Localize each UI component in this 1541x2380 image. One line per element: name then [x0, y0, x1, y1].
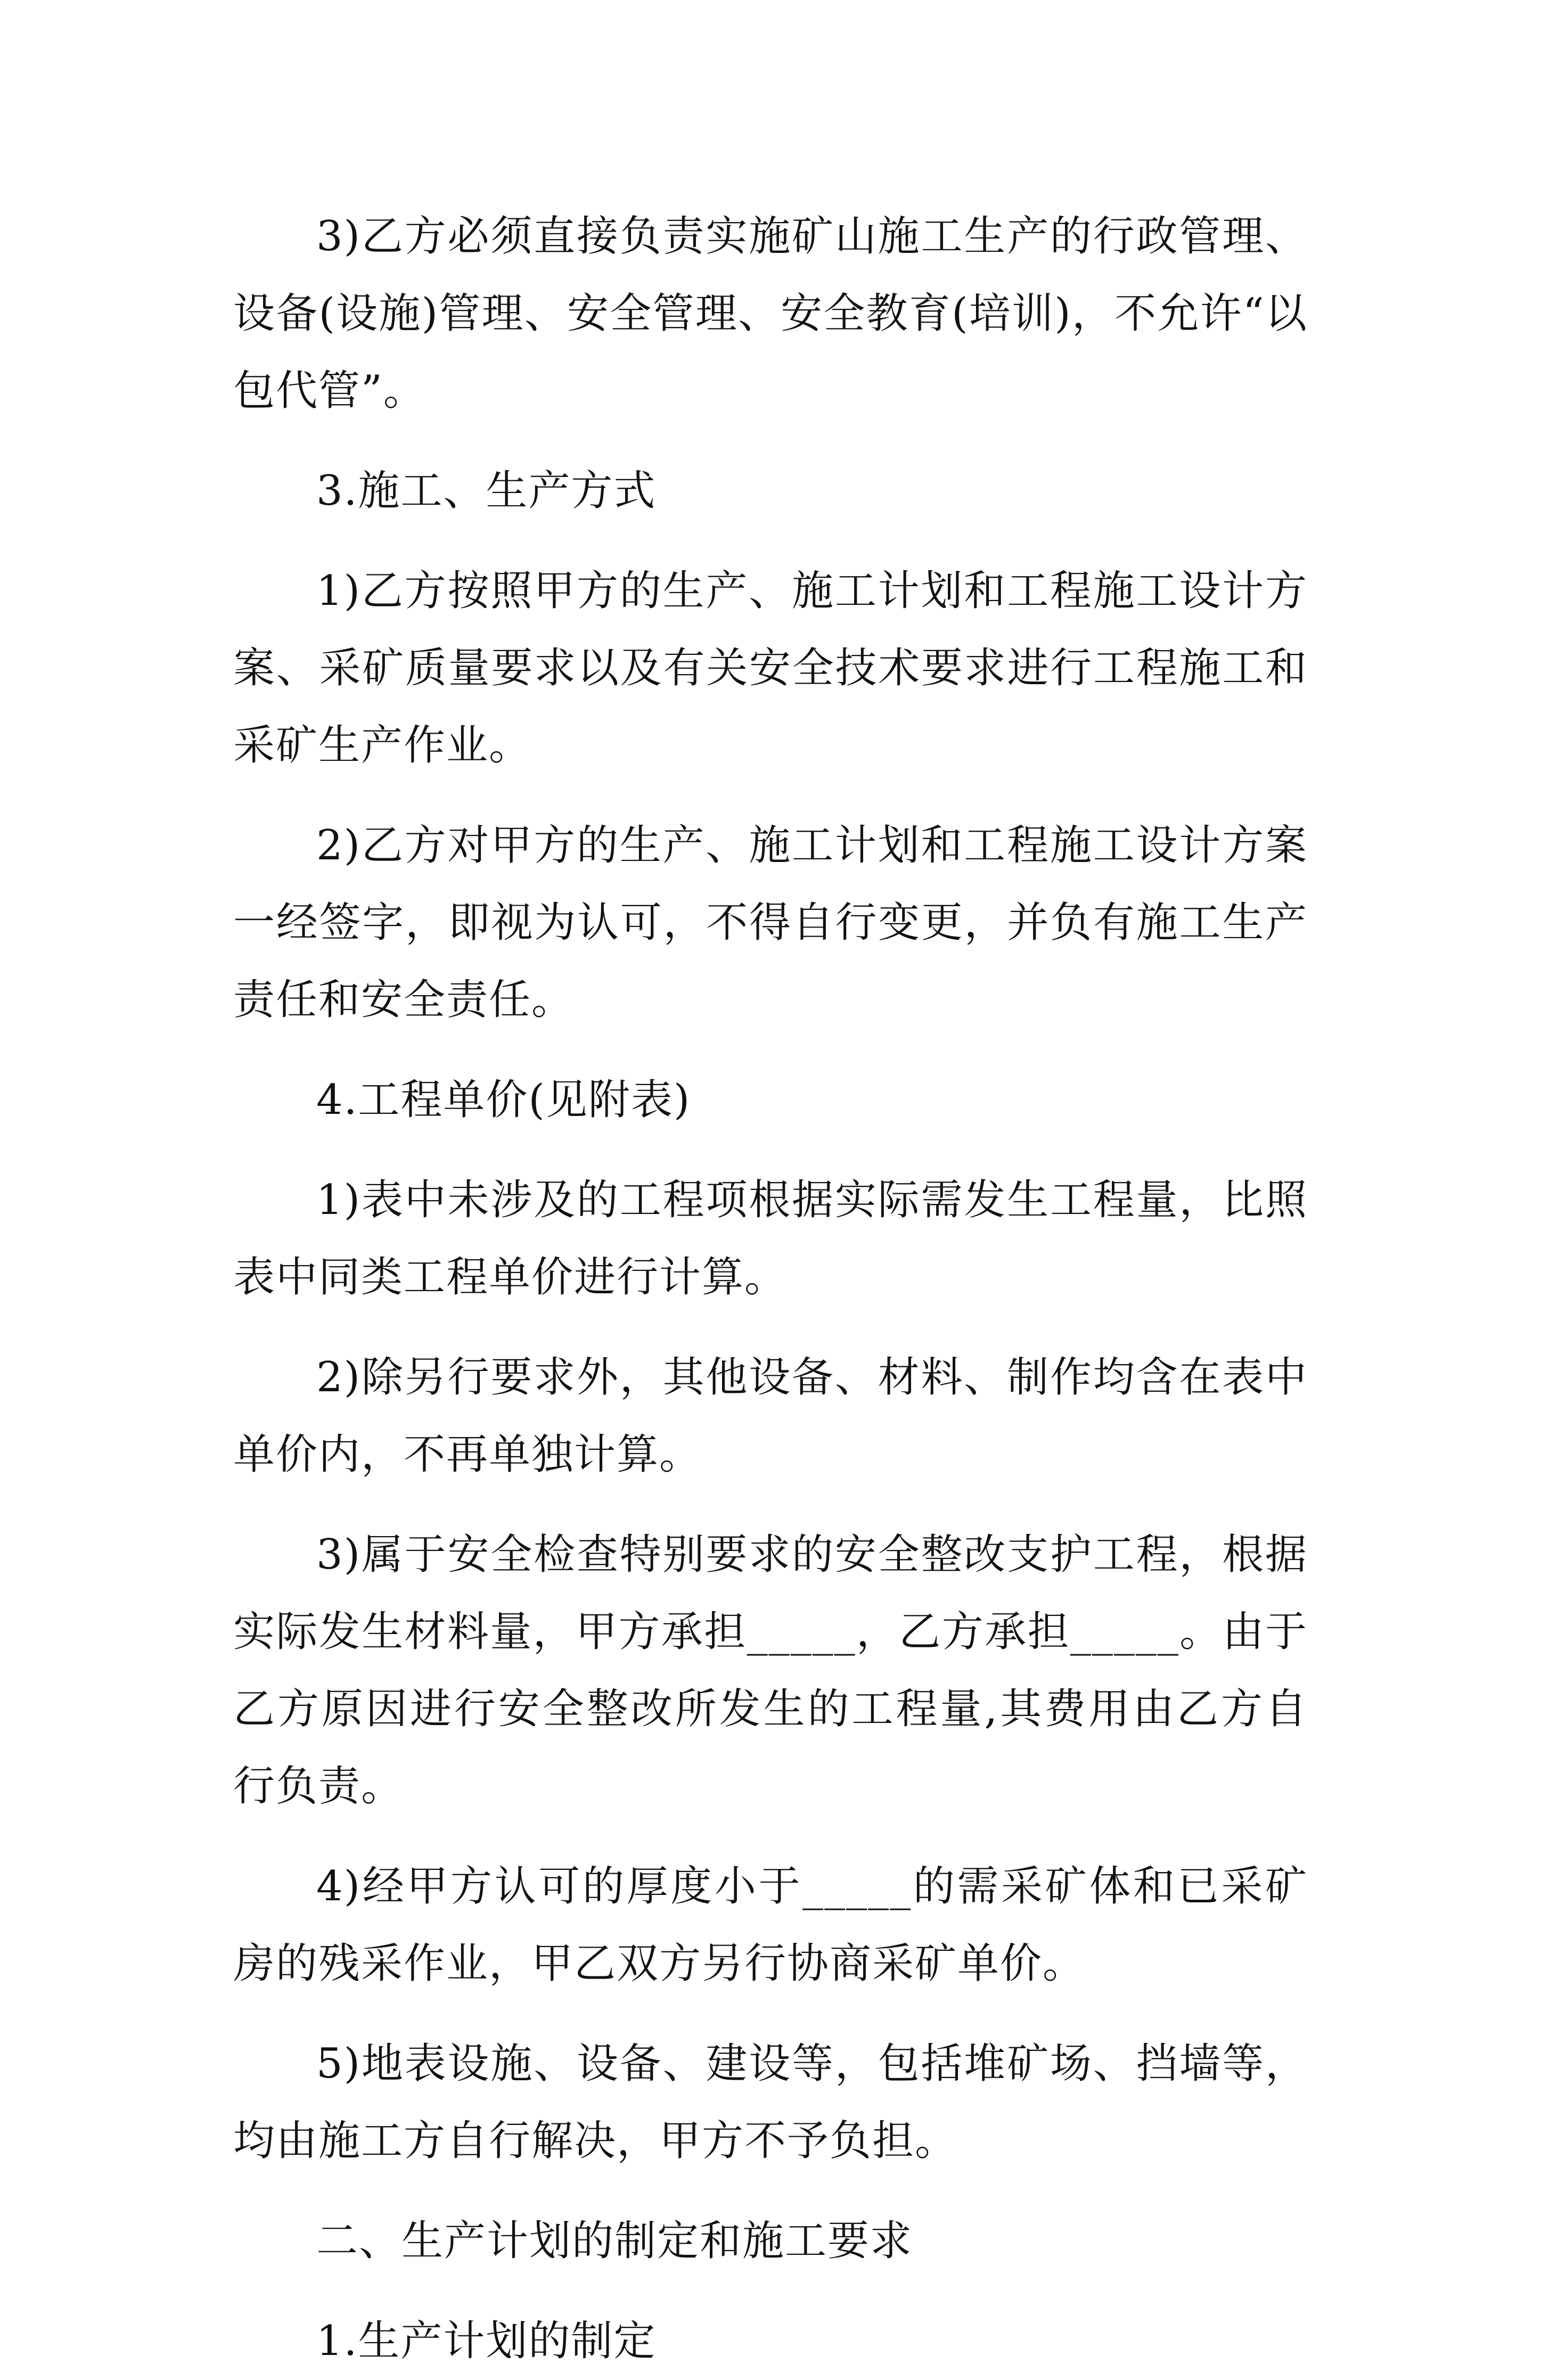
- clause-4-2: 2)除另行要求外，其他设备、材料、制作均含在表中单价内，不再单独计算。: [233, 1353, 1308, 1479]
- section-heading-3: 3.施工、生产方式: [316, 467, 657, 515]
- clause-3-1: 1)乙方按照甲方的生产、施工计划和工程施工设计方案、采矿质量要求以及有关安全技术要求进行工程施工和采矿生产作业。: [233, 567, 1308, 769]
- clause-4-3: 3)属于安全检查特别要求的安全整改支护工程，根据实际发生材料量，甲方承担_____，乙方承担_____。由于乙方原因进行安全整改所发生的工程量,其费用由乙方自行负责。: [233, 1531, 1308, 1810]
- clause-4-4: 4)经甲方认可的厚度小于_____的需采矿体和已采矿房的残采作业，甲乙双方另行协商采矿单价。: [233, 1862, 1308, 1988]
- clause-3-3: 3)乙方必须直接负责实施矿山施工生产的行政管理、设备(设施)管理、安全管理、安全教育(培训)，不允许“以包代管”。: [233, 212, 1308, 415]
- clause-4-5: 5)地表设施、设备、建设等，包括堆矿场、挡墙等，均由施工方自行解决，甲方不予负担。: [233, 2040, 1308, 2165]
- clause-4-1: 1)表中未涉及的工程项根据实际需发生工程量，比照表中同类工程单价进行计算。: [233, 1176, 1308, 1301]
- document-body: [233, 198, 1308, 2380]
- chapter-heading-2: 二、生产计划的制定和施工要求: [316, 2217, 913, 2265]
- section-heading-4: 4.工程单价(见附表): [316, 1076, 691, 1124]
- section-heading-2-1: 1.生产计划的制定: [316, 2317, 657, 2365]
- clause-3-2: 2)乙方对甲方的生产、施工计划和工程施工设计方案一经签字，即视为认可，不得自行变更，并负有施工生产责任和安全责任。: [233, 822, 1308, 1024]
